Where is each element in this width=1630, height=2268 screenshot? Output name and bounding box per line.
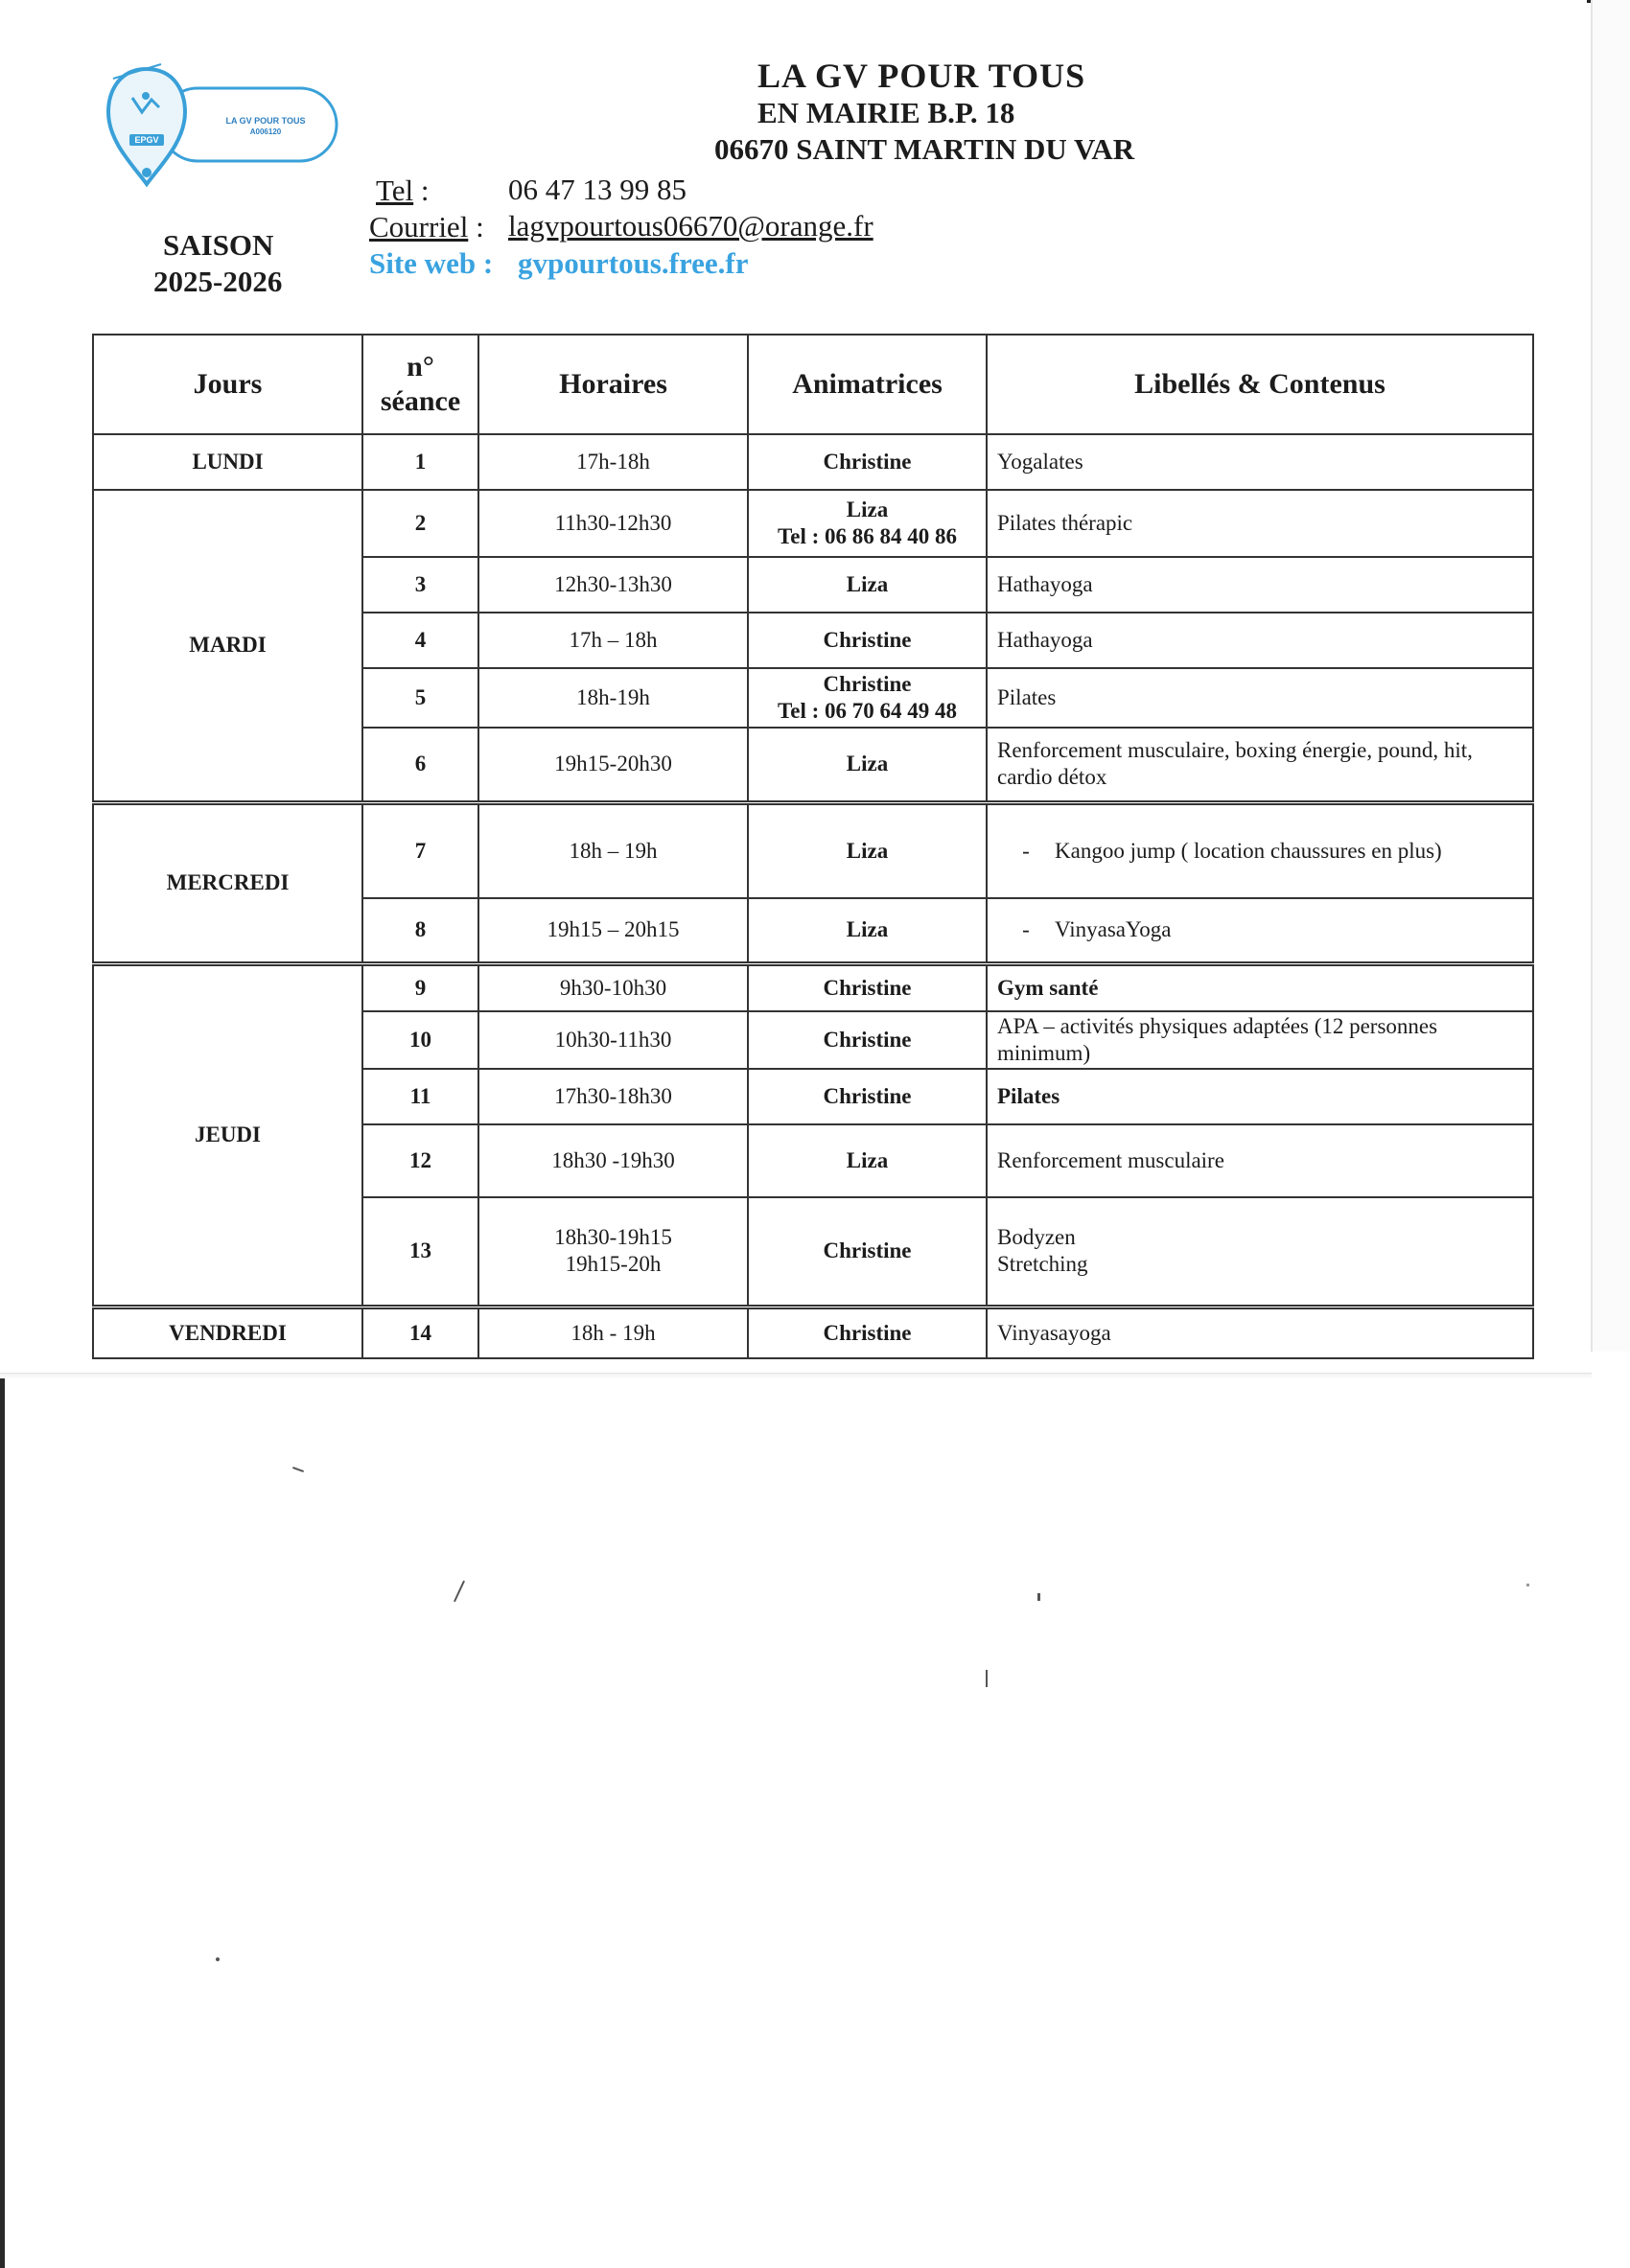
session-instructor: Liza bbox=[748, 557, 987, 613]
org-address: EN MAIRIE B.P. 18 bbox=[757, 96, 1015, 129]
table-row bbox=[93, 963, 1533, 1011]
day-cell: JEUDI bbox=[93, 963, 362, 1307]
header-libelles: Libellés & Contenus bbox=[987, 335, 1533, 434]
tel-value: 06 47 13 99 85 bbox=[508, 173, 687, 206]
session-number: 10 bbox=[362, 1011, 478, 1069]
scan-speck bbox=[454, 1581, 465, 1603]
session-time: 19h15-20h30 bbox=[478, 728, 748, 802]
bullet-dash: - bbox=[1022, 917, 1030, 942]
session-number: 7 bbox=[362, 802, 478, 898]
session-instructor: Liza bbox=[748, 728, 987, 802]
mail-label: Courriel : bbox=[369, 210, 484, 243]
website-link[interactable]: gvpourtous.free.fr bbox=[518, 246, 749, 280]
session-time: 9h30-10h30 bbox=[478, 963, 748, 1011]
club-logo-icon bbox=[104, 59, 343, 194]
session-time: 18h-19h bbox=[478, 668, 748, 728]
session-content: Hathayoga bbox=[987, 613, 1533, 668]
session-content: - VinyasaYoga bbox=[987, 898, 1533, 963]
session-content: - Kangoo jump ( location chaussures en plus) bbox=[987, 802, 1533, 898]
session-instructor: Liza bbox=[748, 1124, 987, 1197]
session-number: 14 bbox=[362, 1307, 478, 1358]
session-time: 10h30-11h30 bbox=[478, 1011, 748, 1069]
session-time: 19h15 – 20h15 bbox=[478, 898, 748, 963]
session-instructor: Christine bbox=[748, 1011, 987, 1069]
day-cell: VENDREDI bbox=[93, 1307, 362, 1358]
session-time: 17h – 18h bbox=[478, 613, 748, 668]
session-number: 6 bbox=[362, 728, 478, 802]
session-time: 18h30 -19h30 bbox=[478, 1124, 748, 1197]
session-time: 12h30-13h30 bbox=[478, 557, 748, 613]
session-number: 12 bbox=[362, 1124, 478, 1197]
session-time: 18h - 19h bbox=[478, 1307, 748, 1358]
logo-badge: EPGV bbox=[129, 134, 164, 146]
session-instructor: Christine bbox=[748, 1307, 987, 1358]
session-time: 18h30-19h15 19h15-20h bbox=[478, 1197, 748, 1307]
season-label: SAISON bbox=[163, 228, 274, 262]
logo-text: A006120 bbox=[249, 127, 282, 136]
website-label: Site web : bbox=[369, 246, 494, 280]
session-number: 1 bbox=[362, 434, 478, 490]
schedule-table bbox=[92, 334, 1534, 1359]
table-row bbox=[93, 490, 1533, 557]
session-time: 17h30-18h30 bbox=[478, 1069, 748, 1124]
session-content: APA – activités physiques adaptées (12 personnes minimum) bbox=[987, 1011, 1533, 1069]
header-horaires: Horaires bbox=[478, 335, 748, 434]
session-number: 3 bbox=[362, 557, 478, 613]
day-cell: MERCREDI bbox=[93, 802, 362, 963]
session-content: Bodyzen Stretching bbox=[987, 1197, 1533, 1307]
session-content: Pilates bbox=[987, 668, 1533, 728]
session-time: 18h – 19h bbox=[478, 802, 748, 898]
table-row bbox=[93, 1307, 1533, 1358]
scan-divider bbox=[0, 1373, 1592, 1379]
session-instructor: Christine bbox=[748, 1197, 987, 1307]
org-title: LA GV POUR TOUS bbox=[757, 57, 1086, 95]
session-time: 11h30-12h30 bbox=[478, 490, 748, 557]
session-number: 8 bbox=[362, 898, 478, 963]
header-num: n° séance bbox=[362, 335, 478, 434]
club-logo bbox=[104, 59, 343, 194]
session-number: 5 bbox=[362, 668, 478, 728]
mail-link[interactable]: lagvpourtous06670@orange.fr bbox=[508, 209, 873, 243]
session-instructor: Liza Tel : 06 86 84 40 86 bbox=[748, 490, 987, 557]
scan-speck bbox=[1037, 1593, 1040, 1601]
season-years: 2025-2026 bbox=[153, 265, 283, 298]
session-instructor: Christine Tel : 06 70 64 49 48 bbox=[748, 668, 987, 728]
session-content: Yogalates bbox=[987, 434, 1533, 490]
scan-speck bbox=[216, 1957, 220, 1961]
session-content: Vinyasayoga bbox=[987, 1307, 1533, 1358]
session-instructor: Christine bbox=[748, 963, 987, 1011]
session-number: 9 bbox=[362, 963, 478, 1011]
scan-speck bbox=[986, 1670, 988, 1687]
session-number: 11 bbox=[362, 1069, 478, 1124]
table-header-row bbox=[93, 335, 1533, 434]
scan-speck bbox=[1526, 1584, 1529, 1586]
session-instructor: Liza bbox=[748, 802, 987, 898]
session-content: Pilates thérapic bbox=[987, 490, 1533, 557]
header-jours: Jours bbox=[93, 335, 362, 434]
instructor-phone: Tel : 06 86 84 40 86 bbox=[778, 524, 957, 548]
session-number: 2 bbox=[362, 490, 478, 557]
session-number: 13 bbox=[362, 1197, 478, 1307]
table-row bbox=[93, 802, 1533, 898]
session-instructor: Christine bbox=[748, 1069, 987, 1124]
table-row bbox=[93, 434, 1533, 490]
tel-label: Tel : bbox=[376, 174, 430, 207]
scan-edge bbox=[0, 1378, 5, 2268]
header-animatrices: Animatrices bbox=[748, 335, 987, 434]
scan-speck bbox=[292, 1467, 304, 1472]
session-content: Hathayoga bbox=[987, 557, 1533, 613]
day-cell: MARDI bbox=[93, 490, 362, 802]
org-city: 06670 SAINT MARTIN DU VAR bbox=[714, 132, 1135, 166]
session-time: 17h-18h bbox=[478, 434, 748, 490]
scan-margin bbox=[1591, 0, 1630, 1352]
session-content: Renforcement musculaire bbox=[987, 1124, 1533, 1197]
session-content: Pilates bbox=[987, 1069, 1533, 1124]
session-content: Renforcement musculaire, boxing énergie, pound, hit, cardio détox bbox=[987, 728, 1533, 802]
bullet-dash: - bbox=[1022, 838, 1030, 863]
instructor-phone: Tel : 06 70 64 49 48 bbox=[778, 699, 957, 723]
session-number: 4 bbox=[362, 613, 478, 668]
session-instructor: Christine bbox=[748, 434, 987, 490]
session-instructor: Liza bbox=[748, 898, 987, 963]
day-cell: LUNDI bbox=[93, 434, 362, 490]
session-content: Gym santé bbox=[987, 963, 1533, 1011]
logo-text: LA GV POUR TOUS bbox=[225, 116, 306, 126]
session-instructor: Christine bbox=[748, 613, 987, 668]
